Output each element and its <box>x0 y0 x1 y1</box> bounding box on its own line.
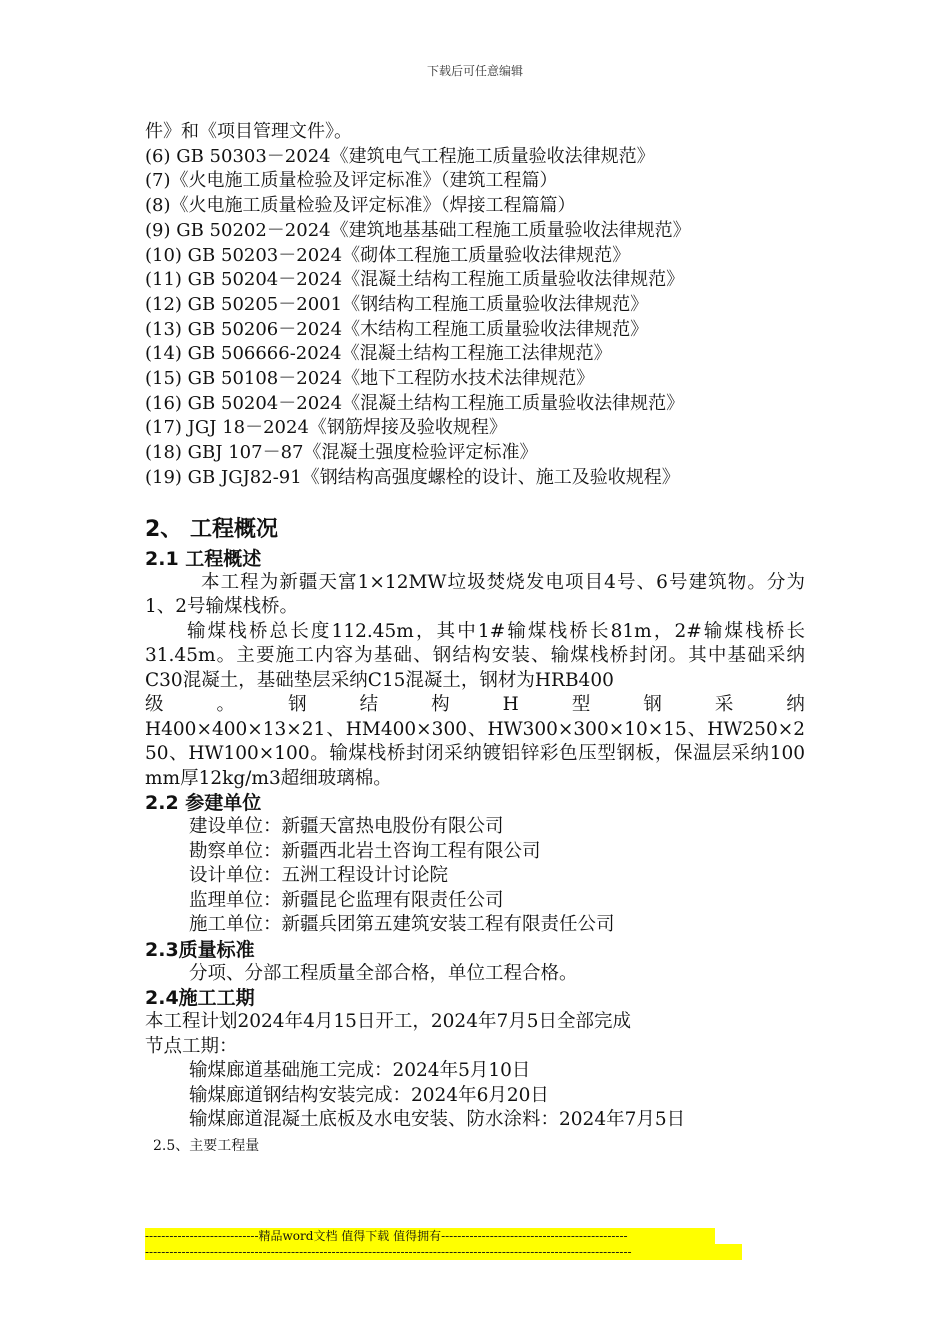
reference-item: (16) GB 50204－2024《混凝土结构工程施工质量验收法律规范》 <box>145 392 685 414</box>
subsection-heading: 2.5、主要工程量 <box>153 1137 260 1154</box>
word: 型 <box>571 694 591 716</box>
quality-text: 分项、分部工程质量全部合格，单位工程合格。 <box>189 962 578 984</box>
reference-list <box>145 120 805 491</box>
reference-item: (14) GB 506666-2024《混凝土结构工程施工法律规范》 <box>145 343 612 365</box>
subsection-heading: 2.2 参建单位 <box>145 792 262 815</box>
schedule-node: 输煤廊道混凝土底板及水电安装、防水涂料：2024年7月5日 <box>189 1109 686 1131</box>
unit-item: 勘察单位：新疆西北岩土咨询工程有限公司 <box>189 840 541 862</box>
word: H <box>502 694 519 716</box>
subsection-heading: 2.3质量标准 <box>145 938 255 961</box>
schedule-node: 输煤廊道钢结构安装完成：2024年6月20日 <box>189 1084 549 1106</box>
word: 纳 <box>786 694 805 716</box>
overview-paragraph: 输煤栈桥总长度112.45m，其中1#输煤栈桥长81m，2#输煤栈桥长31.45m。主要施工内容为基础、钢结构安装、输煤栈桥封闭。其中基础采纳C30混凝土，基础垫层采纳C15混凝土，钢材为HRB400 <box>145 620 805 691</box>
word: 结 <box>359 694 379 716</box>
reference-item: 件》和《项目管理文件》。 <box>145 121 352 142</box>
unit-item: 监理单位：新疆昆仑监理有限责任公司 <box>189 889 504 911</box>
footer-banner: ----------------------------精品word文档 值得下载 值得拥有---------------------------------------------- <box>145 1228 715 1244</box>
schedule-node: 输煤廊道基础施工完成：2024年5月10日 <box>189 1060 531 1082</box>
overview-paragraph: H400×400×13×21、HM400×300、HW300×300×10×15、HW250×250、HW100×100。输煤栈桥封闭采纳镀铝锌彩色压型钢板，保温层采纳100mm厚12kg/m3超细玻璃棉。 <box>145 718 805 789</box>
justified-line <box>145 693 805 718</box>
reference-item: (9) GB 50202－2024《建筑地基基础工程施工质量验收法律规范》 <box>145 219 691 241</box>
page-footer <box>145 1228 742 1260</box>
reference-item: (18) GBJ 107－87《混凝土强度检验评定标准》 <box>145 442 538 464</box>
reference-item: (6) GB 50303－2024《建筑电气工程施工质量验收法律规范》 <box>145 145 655 167</box>
word: 。 <box>216 694 236 716</box>
word: 级 <box>145 694 164 716</box>
unit-item: 施工单位：新疆兵团第五建筑安装工程有限责任公司 <box>189 914 615 936</box>
schedule-nodes-label: 节点工期： <box>145 1035 238 1057</box>
schedule-plan: 本工程计划2024年4月15日开工，2024年7月5日全部完成 <box>145 1011 632 1033</box>
reference-item: (15) GB 50108－2024《地下工程防水技术法律规范》 <box>145 368 595 390</box>
word: 构 <box>431 694 450 716</box>
subsection-heading: 2.4施工工期 <box>145 987 255 1010</box>
unit-item: 设计单位：五洲工程设计讨论院 <box>189 865 449 887</box>
word: 采 <box>714 694 734 716</box>
section-heading: 2、 工程概况 <box>145 516 278 542</box>
reference-item: (13) GB 50206－2024《木结构工程施工质量验收法律规范》 <box>145 318 649 340</box>
footer-divider: ------------------------------------------------------------------------------------------------------------------------ <box>145 1244 742 1260</box>
reference-item: (10) GB 50203－2024《砌体工程施工质量验收法律规范》 <box>145 244 631 266</box>
unit-item: 建设单位：新疆天富热电股份有限公司 <box>189 816 504 838</box>
page-header: 下载后可任意编辑 <box>426 64 523 78</box>
document-body <box>145 120 805 1157</box>
reference-item: (7)《火电施工质量检验及评定标准》（建筑工程篇） <box>145 170 558 192</box>
reference-item: (12) GB 50205－2001《钢结构工程施工质量验收法律规范》 <box>145 293 649 315</box>
overview-paragraph: 本工程为新疆天富1×12MW垃圾焚烧发电项目4号、6号建筑物。分为1、2号输煤栈桥。 <box>145 571 805 618</box>
reference-item: (19) GB JGJ82-91《钢结构高强度螺栓的设计、施工及验收规程》 <box>145 466 680 488</box>
reference-item: (17) JGJ 18－2024《钢筋焊接及验收规程》 <box>145 417 507 439</box>
word: 钢 <box>288 694 307 716</box>
reference-item: (11) GB 50204－2024《混凝土结构工程施工质量验收法律规范》 <box>145 269 685 291</box>
word: 钢 <box>643 694 662 716</box>
reference-item: (8)《火电施工质量检验及评定标准》（焊接工程篇篇） <box>145 195 576 217</box>
subsection-heading: 2.1 工程概述 <box>145 547 262 570</box>
